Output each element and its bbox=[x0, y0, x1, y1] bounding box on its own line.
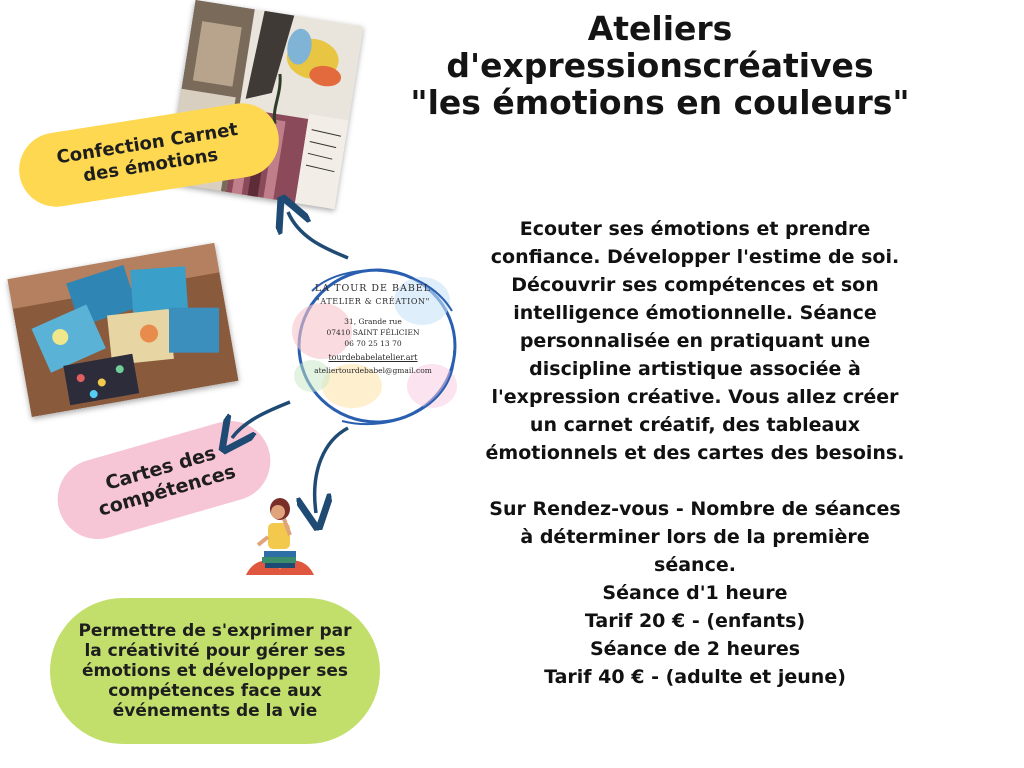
bubble-objectif: Permettre de s'exprimer par la créativité pour gérer ses émotions et développer ses compétences face aux événements de la vie bbox=[50, 598, 380, 744]
logo-city: 07410 SAINT FÉLICIEN bbox=[326, 328, 420, 337]
logo-phone: 06 70 25 13 70 bbox=[344, 339, 402, 348]
logo-website: tourdebabelatelier.art bbox=[328, 353, 418, 362]
logo-subtitle: "ATELIER & CRÉATION" bbox=[316, 297, 430, 306]
arrow-to-carnet bbox=[288, 212, 348, 258]
page-title: Ateliers d'expressionscréatives "les émotions en couleurs" bbox=[410, 9, 910, 122]
logo-name: LA TOUR DE BABEL bbox=[314, 283, 432, 294]
bubble-cartes-competences: Cartes des compétences bbox=[48, 412, 280, 549]
workshop-description: Ecouter ses émotions et prendre confiance. Développer l'estime de soi. Découvrir ses compétences et son intelligence émotionnelle. Séance personnalisée en pratiquant une discipline artistique associée à l'expression créative. Vous allez créer un carnet créatif, des tableaux émotionnels et des cartes des besoins. Sur Rendez-vous - Nombre de séances à déterminer lors de la première séance. Séance d'1 heure Tarif 20 € - (enfants) Séance de 2 heures Tarif 40 € - (adulte et jeune) bbox=[485, 218, 905, 688]
logo-email: ateliertourdebabel@gmail.com bbox=[314, 366, 432, 375]
arrow-to-cartes bbox=[232, 402, 290, 438]
logo-address: 31, Grande rue bbox=[344, 317, 402, 326]
reading-woman-illustration bbox=[240, 497, 318, 591]
arrow-to-objectif bbox=[315, 428, 348, 513]
bubble-carnet-emotions: Confection Carnet des émotions bbox=[14, 98, 284, 212]
